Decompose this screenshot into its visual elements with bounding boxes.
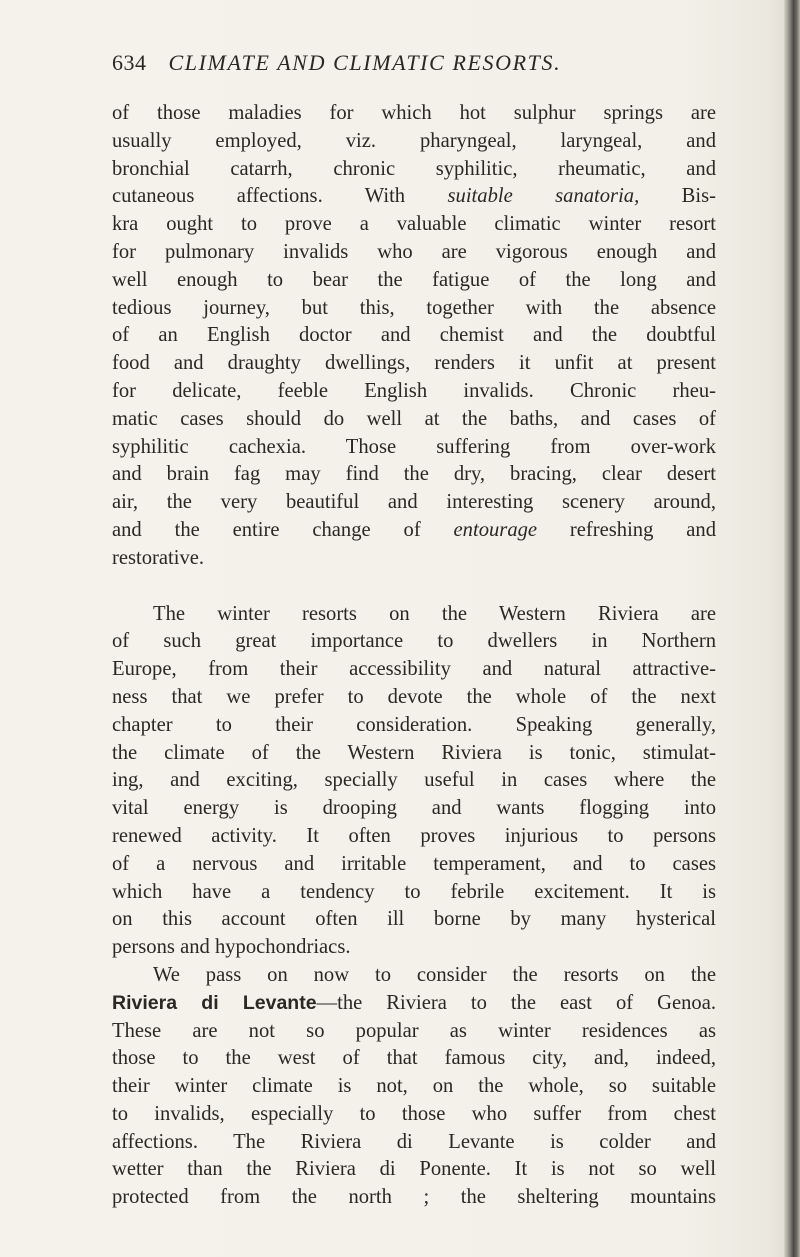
text-line: for delicate, feeble English invalids. Chronic rheu-	[112, 379, 716, 402]
text-line: protected from the north ; the sheltering mountains	[112, 1186, 716, 1209]
running-head	[112, 50, 712, 84]
text-line	[112, 517, 716, 545]
italic-phrase: entourage	[453, 518, 538, 541]
page-number: 634	[112, 50, 147, 75]
text-line	[112, 990, 716, 1018]
text-line: ing, and exciting, specially useful in cases where the	[112, 769, 716, 792]
text-line: of such great importance to dwellers in Northern	[112, 630, 716, 653]
text-line: Europe, from their accessibility and natural attractive-	[112, 658, 716, 681]
paragraph-3	[112, 962, 716, 1212]
text-line: and brain fag may find the dry, bracing, clear desert	[112, 463, 716, 486]
text-line	[112, 183, 716, 211]
text-run: and the entire change of	[112, 518, 454, 541]
text-line: well enough to bear the fatigue of the long and	[112, 268, 716, 291]
text-line: chapter to their consideration. Speaking generally,	[112, 713, 716, 736]
text-line: wetter than the Riviera di Ponente. It is not so well	[112, 1158, 716, 1181]
paragraph-1	[112, 100, 716, 573]
text-line: for pulmonary invalids who are vigorous enough and	[112, 240, 716, 263]
italic-phrase: suitable sanatoria,	[447, 185, 640, 208]
page-binding-edge	[784, 0, 800, 1257]
text-line: affections. The Riviera di Levante is colder and	[112, 1130, 716, 1153]
text-line: their winter climate is not, on the whole, so suitable	[112, 1075, 716, 1098]
text-run: refreshing and	[537, 518, 716, 541]
text-line: of an English doctor and chemist and the doubtful	[112, 324, 716, 347]
paragraph-gap	[112, 573, 716, 601]
text-run: cutaneous affections. With	[112, 185, 448, 208]
text-line: renewed activity. It often proves injurious to persons	[112, 824, 716, 847]
text-line: which have a tendency to febrile excitement. It is	[112, 880, 716, 903]
text-line: to invalids, especially to those who suffer from chest	[112, 1102, 716, 1125]
text-line: The winter resorts on the Western Riviera are	[153, 602, 716, 625]
paragraph-2	[112, 601, 716, 962]
text-line: on this account often ill borne by many hysterical	[112, 908, 716, 931]
text-run: —the Riviera to the east of Genoa.	[316, 991, 716, 1014]
text-line: tedious journey, but this, together with the absence	[112, 296, 716, 319]
text-line: usually employed, viz. pharyngeal, laryngeal, and	[112, 129, 716, 152]
text-run: Bis-	[639, 185, 716, 208]
text-line: persons and hypochondriacs.	[112, 936, 351, 959]
text-line: those to the west of that famous city, and, indeed,	[112, 1047, 716, 1070]
text-line: of those maladies for which hot sulphur springs are	[112, 102, 716, 124]
text-line: bronchial catarrh, chronic syphilitic, rheumatic, and	[112, 157, 716, 180]
text-line: matic cases should do well at the baths, and cases of	[112, 407, 716, 430]
text-line: We pass on now to consider the resorts on the	[153, 963, 716, 986]
body-text	[112, 100, 716, 1212]
running-title: CLIMATE AND CLIMATIC RESORTS.	[168, 50, 562, 75]
text-line: These are not so popular as winter residences as	[112, 1019, 716, 1042]
bold-heading-phrase: Riviera di Levante	[112, 991, 317, 1014]
text-line: vital energy is drooping and wants flogging into	[112, 797, 716, 820]
text-line: food and draughty dwellings, renders it unfit at present	[112, 352, 716, 375]
text-line: the climate of the Western Riviera is tonic, stimulat-	[112, 741, 716, 764]
text-line: restorative.	[112, 546, 205, 569]
text-line: ness that we prefer to devote the whole of the next	[112, 685, 716, 708]
text-line: kra ought to prove a valuable climatic winter resort	[112, 213, 716, 236]
text-line: of a nervous and irritable temperament, and to cases	[112, 852, 716, 875]
text-line: syphilitic cachexia. Those suffering from over-work	[112, 435, 716, 458]
text-line: air, the very beautiful and interesting scenery around,	[112, 491, 716, 514]
